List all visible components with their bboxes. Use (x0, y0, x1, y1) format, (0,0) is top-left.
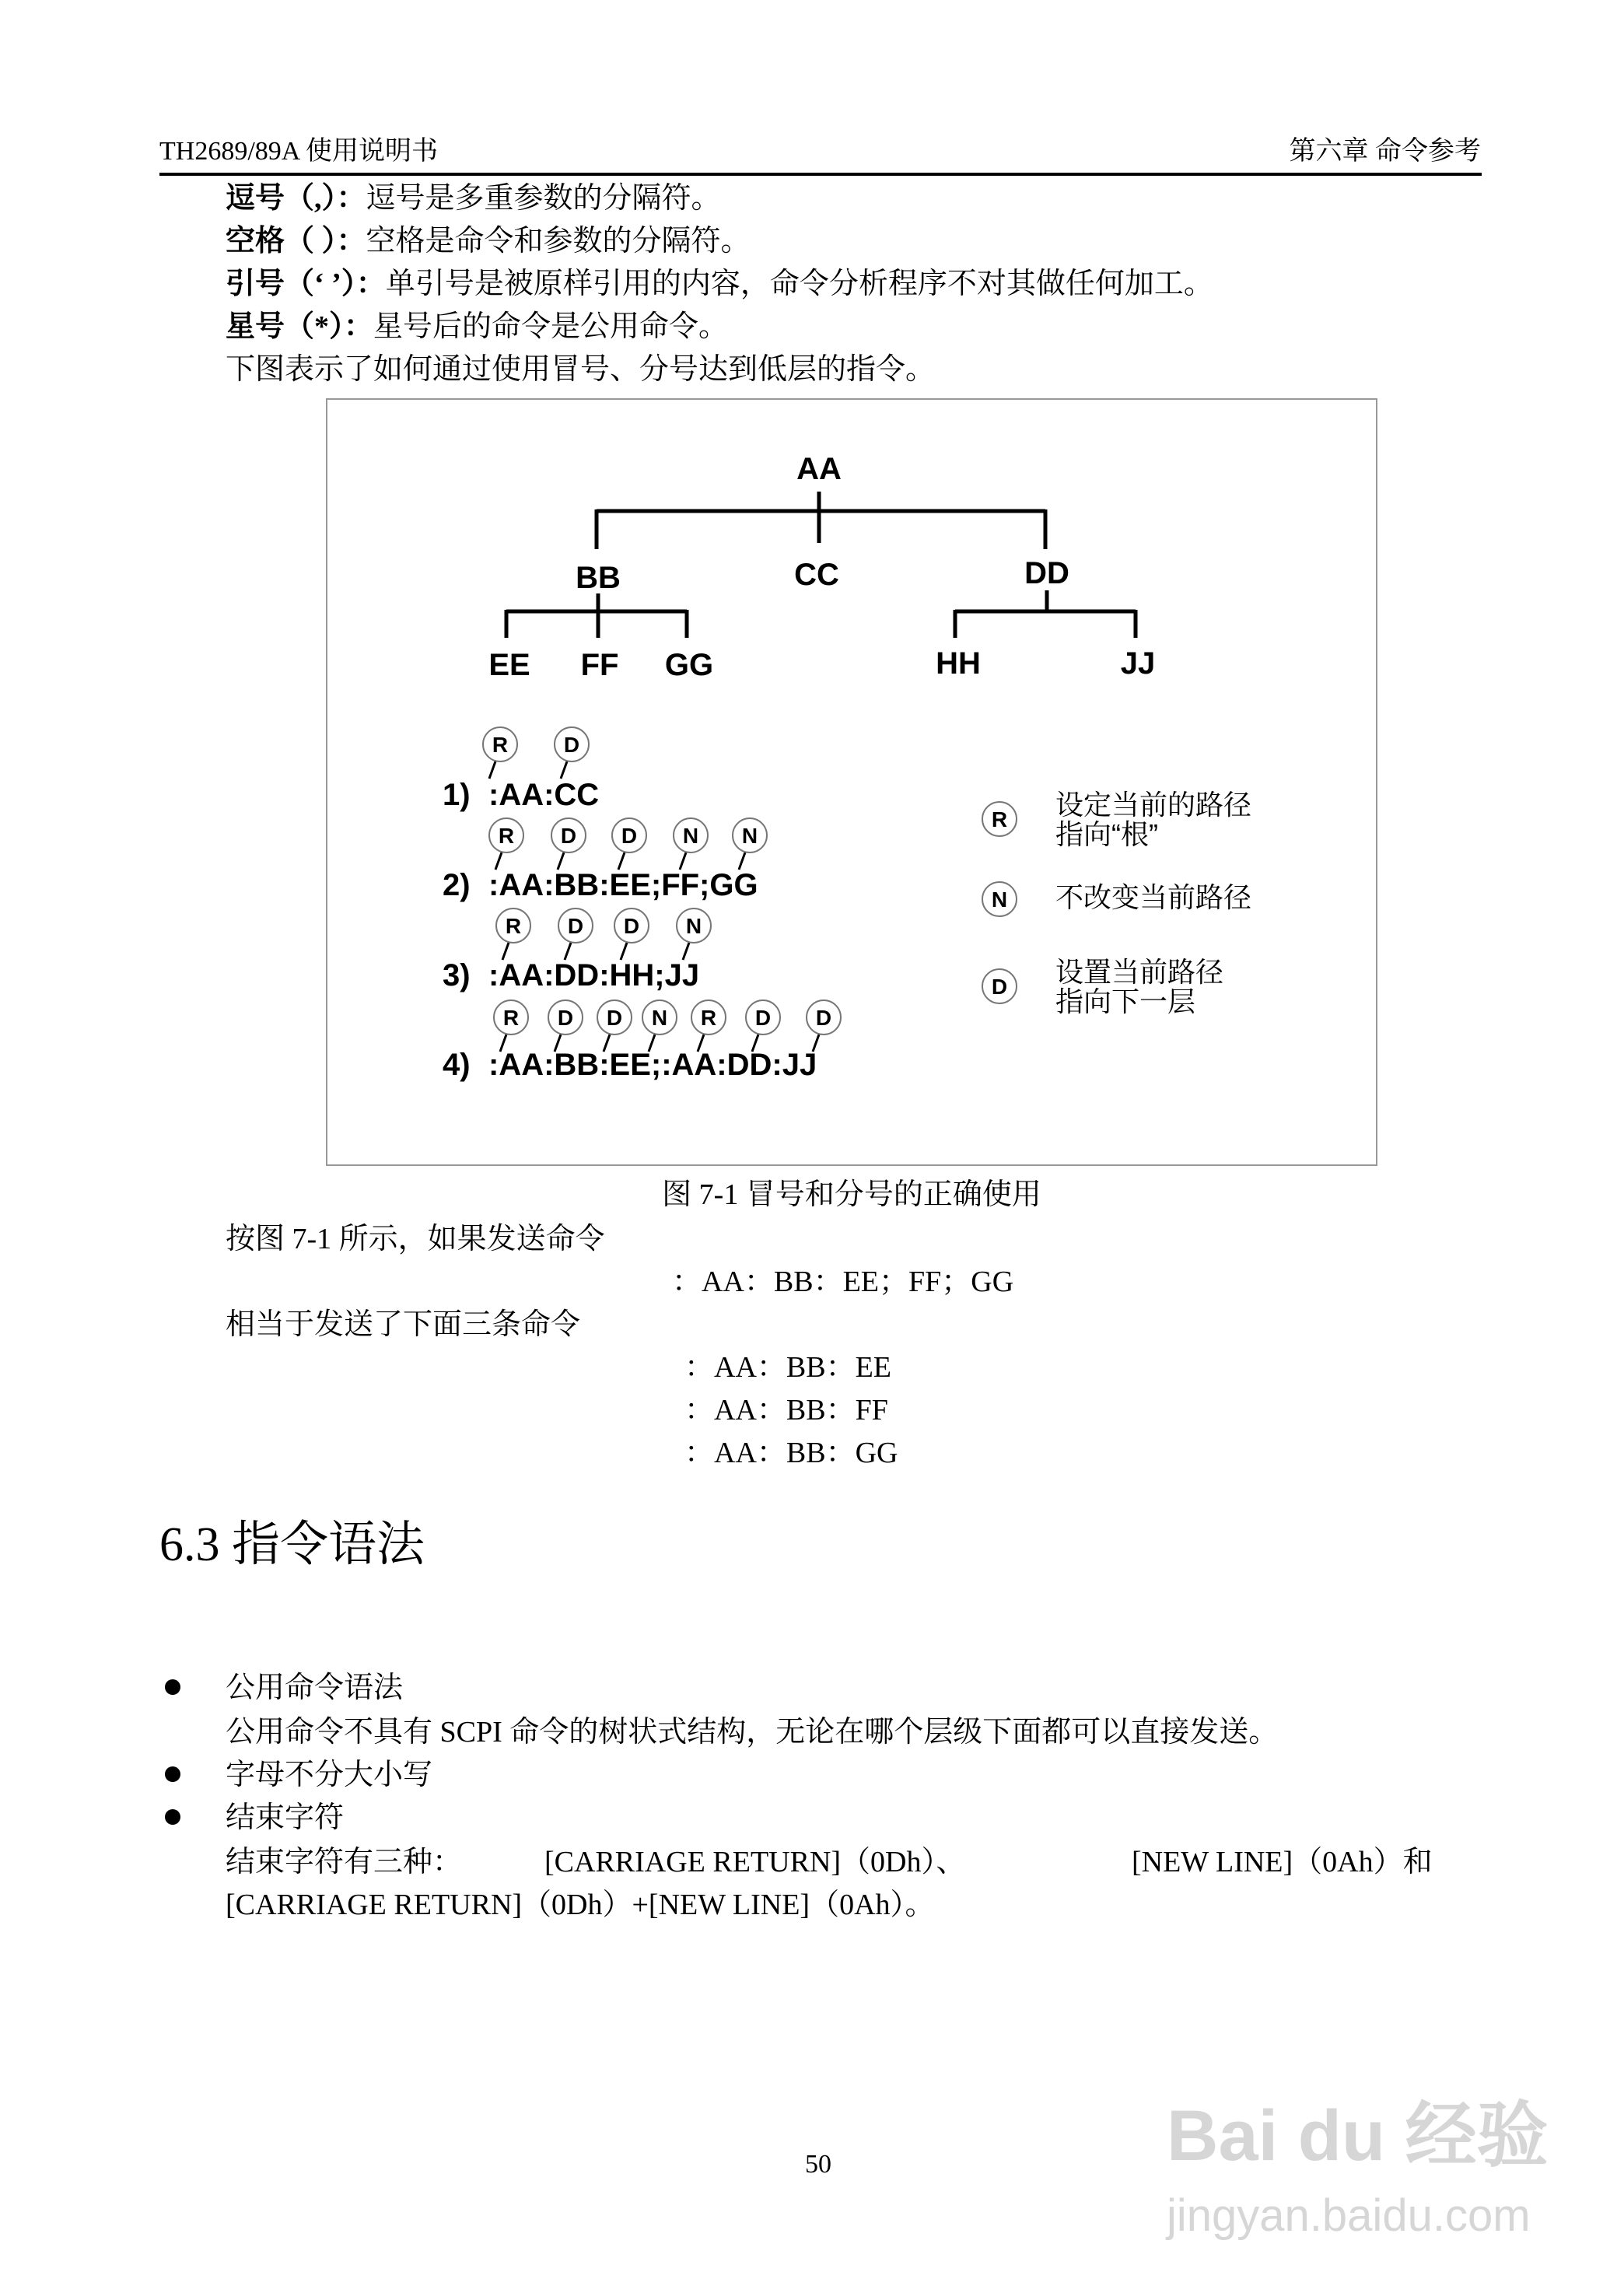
terminator-desc-a: 结束字符有三种： (226, 1846, 463, 1878)
tree-node-ff: FF (580, 648, 619, 682)
header-chapter: 第六章 命令参考 (1289, 137, 1481, 166)
header-title: TH2689/89A 使用说明书 (159, 137, 438, 166)
marker-arrow (558, 852, 564, 870)
marker-d (807, 1000, 841, 1034)
desc: 空格是命令和参数的分隔符。 (366, 225, 751, 257)
example-command: ：AA：BB：EE；FF；GG (672, 1266, 1014, 1298)
example-number: 2) (443, 868, 471, 902)
equiv-command-1: ：AA：BB：EE (684, 1351, 892, 1384)
bullet-case: 字母不分大小写 (226, 1759, 433, 1791)
svg-text:R: R (991, 807, 1008, 831)
watermark-url: jingyan.baidu.com (1167, 2190, 1531, 2241)
marker-d (548, 1000, 583, 1034)
svg-text:N: N (685, 914, 702, 938)
svg-text:R: R (498, 824, 515, 848)
marker-d (612, 818, 646, 852)
example-command: :AA:DD:HH;JJ (488, 958, 700, 992)
marker-d (558, 908, 593, 943)
marker-d (597, 1000, 632, 1034)
example-command: :AA:BB:EE;:AA:DD:JJ (488, 1048, 817, 1082)
marker-arrow (561, 761, 567, 779)
svg-text:R: R (502, 1006, 520, 1030)
desc: 逗号是多重参数的分隔符。 (366, 182, 721, 215)
marker-arrow (489, 761, 495, 779)
legend-text: 设置当前路径 (1055, 956, 1224, 988)
tree-node-jj: JJ (1120, 646, 1156, 681)
figure-caption: 图 7-1 冒号和分号的正确使用 (662, 1178, 1041, 1211)
section-heading: 6.3 指令语法 (159, 1518, 425, 1571)
intro-text: 下图表示了如何通过使用冒号、分号达到低层的指令。 (226, 353, 936, 386)
tree-node-gg: GG (664, 648, 714, 682)
tree-node-bb: BB (576, 561, 621, 595)
term: 空格（ ）： (226, 225, 366, 257)
svg-text:N: N (651, 1006, 668, 1030)
example-command: :AA:CC (488, 778, 600, 812)
legend-text: 设定当前的路径 (1055, 789, 1252, 821)
svg-text:R: R (492, 733, 509, 757)
svg-text:D: D (567, 914, 584, 938)
legend-text: 指向“根” (1055, 818, 1158, 850)
svg-text:D: D (560, 824, 577, 848)
term: 引号（‘ ’）： (226, 268, 386, 300)
marker-arrow (502, 943, 509, 960)
example-number: 3) (443, 958, 471, 992)
marker-d (614, 908, 649, 943)
marker-r (494, 1000, 528, 1034)
terminator-desc-2: [CARRIAGE RETURN]（0Dh）+[NEW LINE]（0Ah）。 (226, 1889, 935, 1921)
marker-d (551, 818, 586, 852)
tree-node-dd: DD (1024, 556, 1069, 590)
desc: 单引号是被原样引用的内容，命令分析程序不对其做任何加工。 (385, 268, 1213, 300)
marker-n (733, 818, 767, 852)
legend-text: 指向下一层 (1055, 985, 1196, 1017)
term: 逗号（,）： (226, 182, 366, 215)
bullet-terminator: 结束字符 (226, 1801, 345, 1834)
equiv-intro: 相当于发送了下面三条命令 (226, 1308, 581, 1341)
svg-text:D: D (563, 733, 580, 757)
example-command: :AA:BB:EE;FF;GG (488, 868, 758, 902)
svg-text:N: N (682, 824, 699, 848)
page-number: 50 (805, 2150, 831, 2179)
tree-node-hh: HH (936, 646, 981, 681)
marker-n (674, 818, 708, 852)
example-number: 1) (443, 778, 471, 812)
bullet-common-syntax: 公用命令语法 (226, 1672, 404, 1704)
marker-arrow (683, 943, 689, 960)
svg-text:D: D (606, 1006, 623, 1030)
marker-arrow (621, 943, 627, 960)
legend-text: 不改变当前路径 (1055, 881, 1252, 913)
marker-arrow (565, 943, 571, 960)
svg-text:N: N (741, 824, 758, 848)
marker-r (496, 908, 530, 943)
svg-text:D: D (991, 975, 1008, 999)
bullet-dot (165, 1679, 180, 1695)
desc: 星号后的命令是公用命令。 (373, 310, 729, 343)
svg-text:D: D (621, 824, 638, 848)
equiv-command-3: ：AA：BB：GG (684, 1437, 898, 1469)
marker-arrow (495, 852, 502, 870)
bullet-common-desc: 公用命令不具有 SCPI 命令的树状式结构，无论在哪个层级下面都可以直接发送。 (226, 1716, 1279, 1749)
bullet-dot (165, 1766, 180, 1782)
marker-r (691, 1000, 726, 1034)
svg-text:N: N (991, 887, 1008, 912)
legend-marker-d (982, 969, 1017, 1003)
legend-marker-n (982, 882, 1017, 916)
example-number: 4) (443, 1048, 471, 1082)
svg-text:R: R (505, 914, 522, 938)
marker-n (642, 1000, 677, 1034)
svg-text:D: D (557, 1006, 574, 1030)
svg-text:D: D (754, 1006, 772, 1030)
equiv-command-2: ：AA：BB：FF (684, 1394, 888, 1427)
legend-marker-r (982, 802, 1017, 836)
tree-node-ee: EE (488, 648, 530, 682)
tree-node-aa: AA (796, 452, 842, 486)
tree-node-cc: CC (794, 558, 839, 592)
marker-d (746, 1000, 780, 1034)
term: 星号（*）： (226, 310, 374, 343)
marker-r (489, 818, 523, 852)
marker-arrow (739, 852, 745, 870)
svg-text:D: D (815, 1006, 832, 1030)
marker-r (483, 727, 517, 761)
terminator-desc-c: [NEW LINE]（0Ah）和 (1132, 1846, 1433, 1878)
example-intro: 按图 7-1 所示，如果发送命令 (226, 1223, 605, 1255)
svg-text:R: R (700, 1006, 717, 1030)
terminator-desc-b: [CARRIAGE RETURN]（0Dh）、 (544, 1846, 966, 1878)
watermark-logo: Bai du 经验 (1167, 2096, 1549, 2176)
bullet-dot (165, 1809, 180, 1825)
svg-text:D: D (623, 914, 640, 938)
marker-d (555, 727, 589, 761)
marker-arrow (680, 852, 686, 870)
marker-n (677, 908, 711, 943)
marker-arrow (618, 852, 625, 870)
